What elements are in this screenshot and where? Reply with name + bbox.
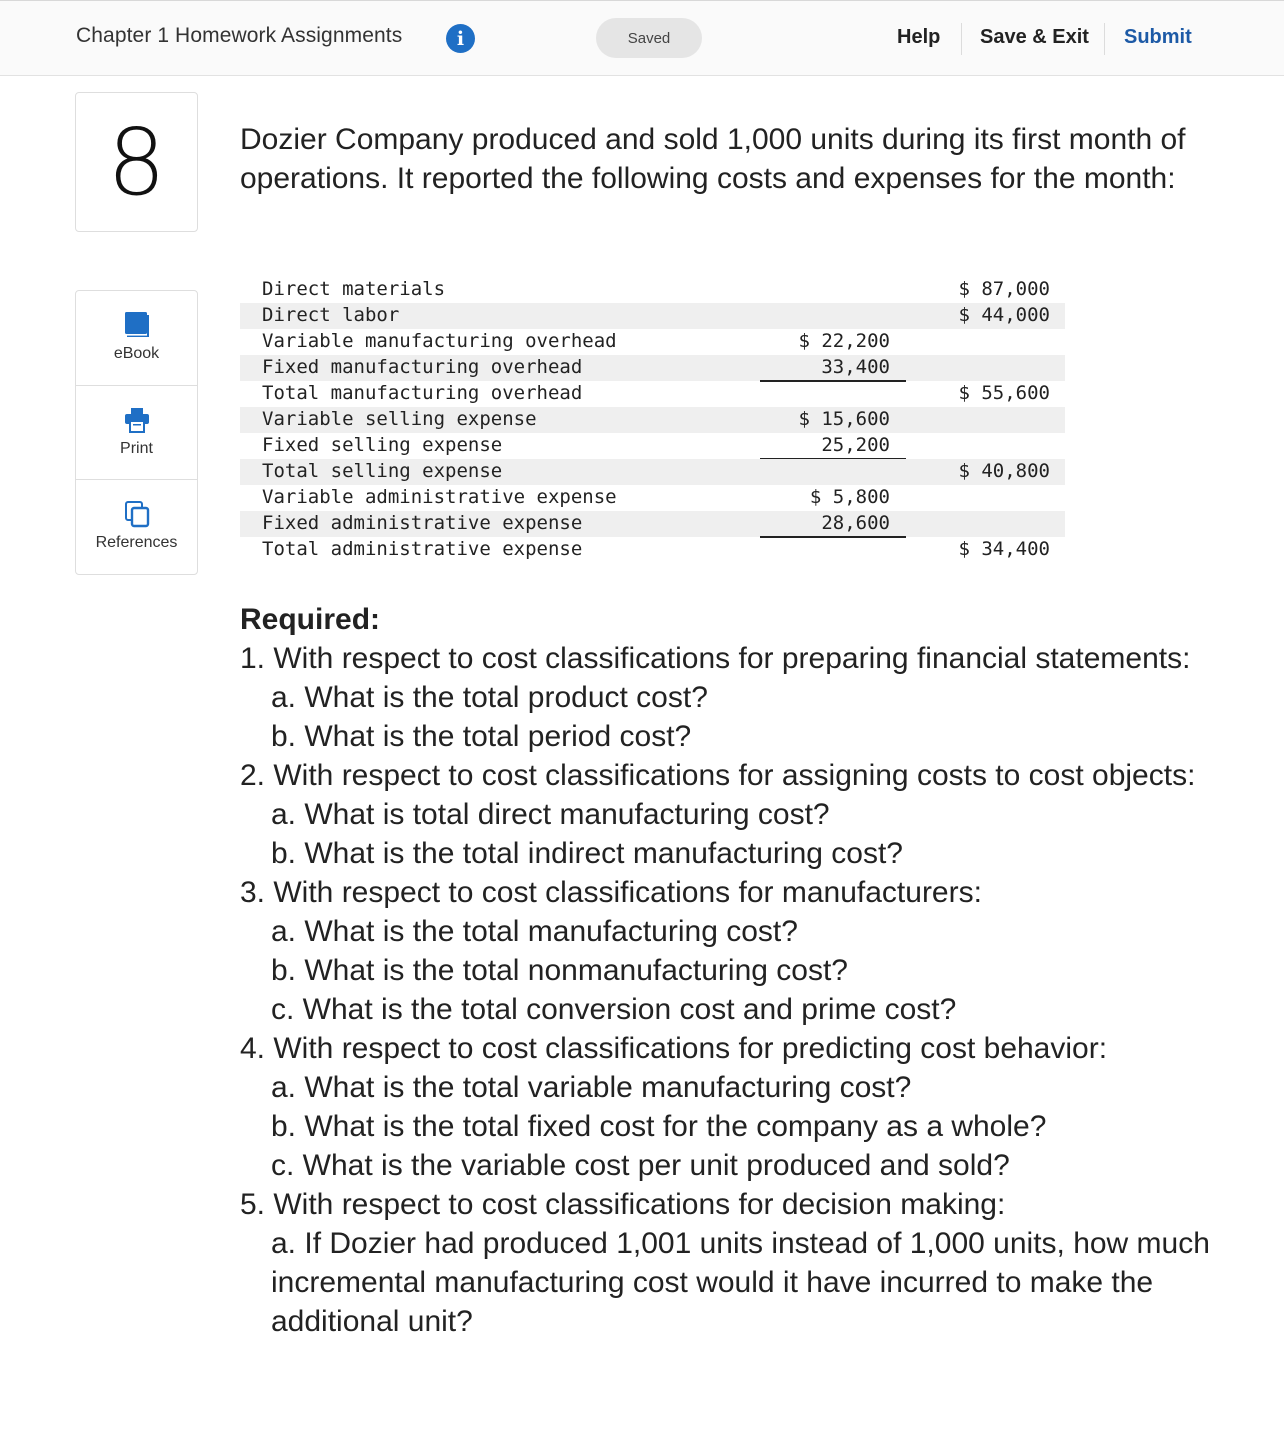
references-icon (124, 500, 150, 528)
row-amount: $ 44,000 (958, 304, 1050, 326)
book-icon (124, 311, 150, 339)
table-row (240, 303, 1065, 329)
table-row (240, 277, 1065, 303)
table-row (240, 537, 1065, 563)
requirement-item: 5. With respect to cost classifications for decision making: (240, 1188, 1006, 1221)
row-amount: $ 40,800 (958, 460, 1050, 482)
cost-table (240, 277, 1065, 563)
requirement-item: 3. With respect to cost classifications for manufacturers: (240, 876, 982, 909)
submit-button[interactable]: Submit (1124, 26, 1192, 48)
row-amount: $ 55,600 (958, 382, 1050, 404)
requirement-subitem: b. What is the total fixed cost for the company as a whole? (271, 1110, 1047, 1143)
requirement-subitem: a. What is total direct manufacturing cost? (271, 798, 830, 831)
requirement-subitem: a. What is the total manufacturing cost? (271, 915, 798, 948)
question-number: 8 (75, 92, 198, 232)
required-section (240, 600, 1240, 1341)
help-button[interactable]: Help (897, 26, 941, 48)
printer-icon (124, 406, 150, 434)
row-sub-amount: 28,600 (821, 512, 890, 534)
print-button[interactable] (76, 385, 197, 479)
header-divider (961, 23, 962, 55)
row-label: Fixed manufacturing overhead (262, 356, 583, 378)
table-row (240, 511, 1065, 537)
save-exit-button[interactable]: Save & Exit (980, 26, 1089, 48)
row-sub-amount: $ 22,200 (798, 330, 890, 352)
requirement-subitem: b. What is the total nonmanufacturing cost? (271, 954, 848, 987)
table-row (240, 381, 1065, 407)
top-bar (0, 0, 1284, 76)
row-label: Total administrative expense (262, 538, 583, 560)
references-button[interactable] (76, 479, 197, 573)
row-label: Variable administrative expense (262, 486, 617, 508)
requirement-subitem: a. What is the total product cost? (271, 681, 708, 714)
row-label: Direct labor (262, 304, 400, 326)
row-sub-amount: $ 5,800 (809, 486, 890, 508)
ebook-button[interactable] (76, 291, 197, 385)
row-label: Direct materials (262, 278, 446, 300)
row-sub-amount: 25,200 (821, 434, 890, 456)
table-row (240, 355, 1065, 381)
row-sub-amount: $ 15,600 (798, 408, 890, 430)
saved-status-badge: Saved (596, 18, 702, 58)
requirement-subitem: a. If Dozier had produced 1,001 units instead of 1,000 units, how much incremental manufacturing cost would it have incurred to make the additional unit? (271, 1227, 1210, 1338)
row-label: Total selling expense (262, 460, 503, 482)
print-label: Print (120, 440, 153, 457)
required-heading: Required: (240, 603, 381, 636)
references-label: References (95, 534, 178, 551)
ebook-label: eBook (113, 345, 160, 362)
requirement-item: 2. With respect to cost classifications for assigning costs to cost objects: (240, 759, 1196, 792)
assignment-title: Chapter 1 Homework Assignments (76, 24, 403, 47)
question-prompt: Dozier Company produced and sold 1,000 units during its first month of operations. It reported the following costs and expenses for the month: (240, 123, 1186, 195)
row-amount: $ 87,000 (958, 278, 1050, 300)
table-row (240, 459, 1065, 485)
requirement-subitem: b. What is the total period cost? (271, 720, 692, 753)
info-icon[interactable]: i (446, 24, 475, 53)
table-row (240, 329, 1065, 355)
header-divider (1104, 23, 1105, 55)
row-label: Fixed selling expense (262, 434, 503, 456)
row-label: Fixed administrative expense (262, 512, 583, 534)
requirement-subitem: a. What is the total variable manufacturing cost? (271, 1071, 912, 1104)
requirement-item: 4. With respect to cost classifications for predicting cost behavior: (240, 1032, 1108, 1065)
requirement-item: 1. With respect to cost classifications for preparing financial statements: (240, 642, 1191, 675)
tools-panel (75, 290, 198, 575)
row-sub-amount: 33,400 (821, 356, 890, 378)
table-row (240, 433, 1065, 459)
row-amount: $ 34,400 (958, 538, 1050, 560)
row-label: Variable selling expense (262, 408, 537, 430)
table-row (240, 485, 1065, 511)
row-label: Total manufacturing overhead (262, 382, 583, 404)
requirement-subitem: c. What is the variable cost per unit produced and sold? (271, 1149, 1010, 1182)
table-row (240, 407, 1065, 433)
requirement-subitem: b. What is the total indirect manufacturing cost? (271, 837, 903, 870)
requirement-subitem: c. What is the total conversion cost and prime cost? (271, 993, 957, 1026)
row-label: Variable manufacturing overhead (262, 330, 617, 352)
